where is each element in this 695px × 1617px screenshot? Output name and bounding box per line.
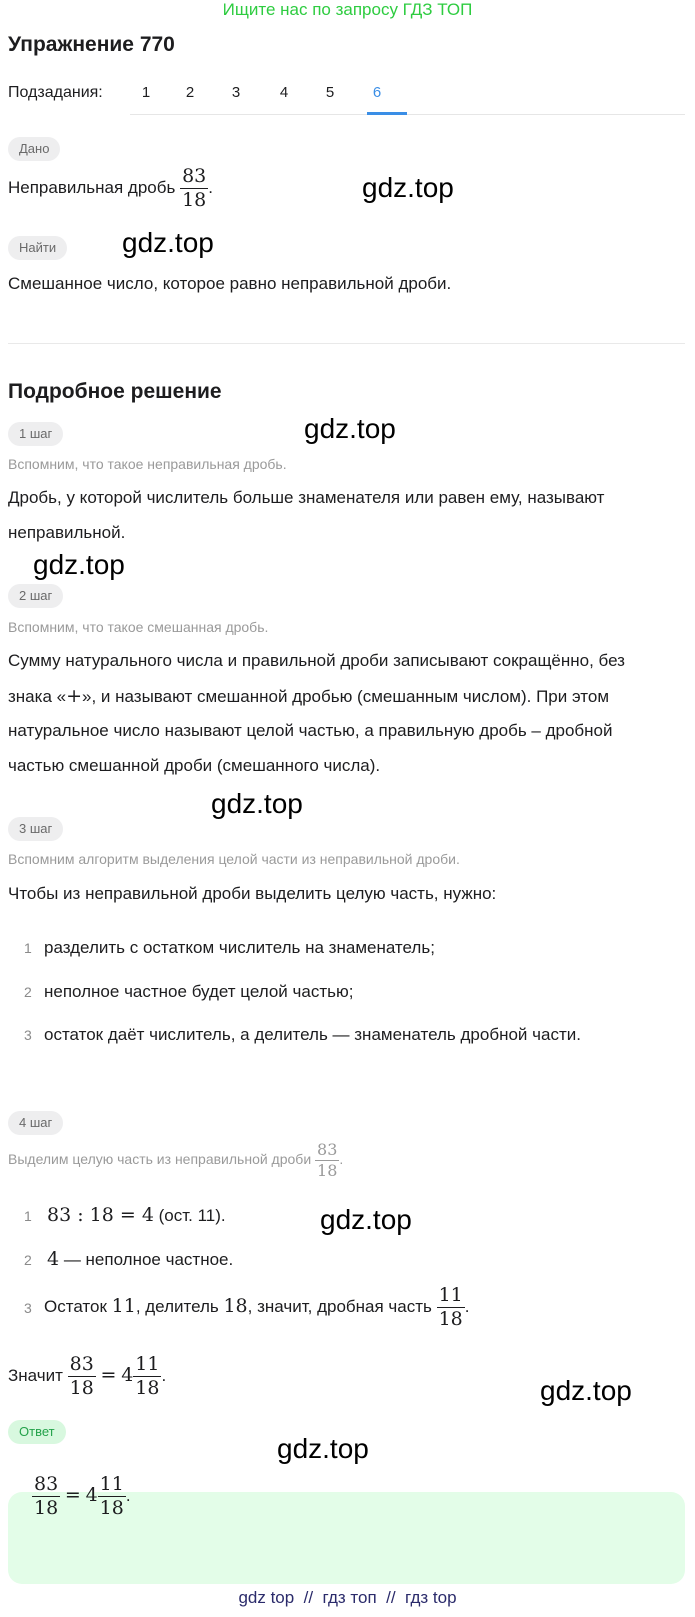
- active-tab-indicator: [367, 112, 407, 115]
- fraction-denominator: 18: [182, 189, 207, 212]
- step-2-line-3: натуральное число называют целой частью, а правильную дробь – дробной: [8, 721, 613, 740]
- tab-subtask-5[interactable]: 5: [325, 84, 335, 101]
- step-1-chip: 1 шаг: [8, 422, 63, 446]
- step-3-intro: Чтобы из неправильной дроби выделить целую часть, нужно:: [8, 884, 497, 903]
- fraction-denominator: 18: [317, 1160, 338, 1180]
- step-3-hint: Вспомним алгоритм выделения целой части из неправильной дроби.: [8, 851, 460, 867]
- find-text: Смешанное число, которое равно неправильной дроби.: [8, 274, 452, 293]
- list-number: 2: [24, 984, 32, 1000]
- answer-expression: $\frac{83}{18}$ = 4 $\frac{11}{18}$ .: [34, 1473, 131, 1520]
- given-fraction: [180, 166, 208, 211]
- list-item: [47, 1248, 233, 1270]
- text-part: », и называют смешанной дробью (смешанным числом). При этом: [82, 687, 610, 706]
- watermark: gdz.top: [122, 227, 214, 258]
- fraction-denominator: 18: [135, 1377, 160, 1400]
- fraction-numerator: 11: [135, 1353, 160, 1376]
- whole-part: 4: [85, 1484, 98, 1506]
- fraction: [133, 1354, 161, 1399]
- fraction-denominator: 18: [69, 1377, 94, 1400]
- fraction-numerator: 11: [438, 1284, 463, 1307]
- math-expression: 83 : 18 = 4: [47, 1204, 154, 1226]
- fraction-numerator: 83: [34, 1473, 59, 1496]
- text-part: , делитель: [135, 1297, 224, 1316]
- fraction-denominator: 18: [99, 1497, 124, 1520]
- tab-subtask-1[interactable]: 1: [141, 84, 151, 101]
- plus-sign: +: [66, 685, 83, 707]
- find-chip: Найти: [8, 236, 67, 260]
- step-2-hint: Вспомним, что такое смешанная дробь.: [8, 619, 269, 635]
- step-1-line-2: неправильной.: [8, 523, 126, 542]
- text-part: (ост. 11).: [153, 1206, 226, 1225]
- step-2-line-2: [8, 678, 609, 715]
- watermark: gdz.top: [540, 1375, 632, 1406]
- footer-links[interactable]: gdz top // гдз топ // гдз top: [238, 1588, 457, 1607]
- page-title: Упражнение 770: [8, 33, 175, 56]
- list-item: [47, 1204, 226, 1226]
- math-number: 18: [223, 1295, 248, 1317]
- step-1-hint: Вспомним, что такое неправильная дробь.: [8, 456, 287, 472]
- fraction-numerator: 83: [317, 1140, 338, 1160]
- tabs-divider: [130, 114, 685, 115]
- step-2-line-4: частью смешанной дроби (смешанного числа).: [8, 756, 381, 775]
- fraction-numerator: 11: [99, 1473, 124, 1496]
- tab-subtask-2[interactable]: 2: [185, 84, 195, 101]
- tab-subtask-6[interactable]: 6: [372, 84, 382, 101]
- list-item: неполное частное будет целой частью;: [44, 982, 354, 1001]
- hint-text: Выделим целую часть из неправильной дроби: [8, 1151, 312, 1167]
- list-item: остаток даёт числитель, а делитель — знаменатель дробной части.: [44, 1025, 581, 1044]
- text-part: знака «: [8, 687, 67, 706]
- tab-subtask-3[interactable]: 3: [231, 84, 241, 101]
- watermark: gdz.top: [304, 413, 396, 444]
- given-text: [8, 166, 213, 211]
- step-1-line-1: Дробь, у которой числитель больше знаменателя или равен ему, называют: [8, 488, 605, 507]
- text-part: — неполное частное.: [59, 1250, 234, 1269]
- math-expression: 4: [47, 1248, 60, 1270]
- given-chip: Дано: [8, 137, 60, 161]
- equals-sign: =: [100, 1364, 117, 1386]
- tab-subtask-4[interactable]: 4: [279, 84, 289, 101]
- step-4-hint: Выделим целую часть из неправильной дроби $\frac{83}{18}$ .: [8, 1140, 344, 1180]
- fraction: [68, 1354, 96, 1399]
- conclusion-word: Значит: [8, 1366, 63, 1385]
- text-part: , значит, дробная часть: [247, 1297, 437, 1316]
- fraction-denominator: 18: [34, 1497, 59, 1520]
- math-number: 11: [111, 1295, 136, 1317]
- list-item: Остаток 11, делитель 18, значит, дробная часть $\frac{11}{18}$ .: [44, 1284, 470, 1331]
- fraction-numerator: 83: [182, 165, 207, 188]
- fraction-numerator: 83: [69, 1353, 94, 1376]
- list-item: разделить с остатком числитель на знаменатель;: [44, 938, 435, 957]
- list-number: 3: [24, 1027, 32, 1043]
- watermark: gdz.top: [211, 788, 303, 819]
- watermark: gdz.top: [320, 1204, 412, 1235]
- conclusion: Значит $\frac{83}{18}$ = 4 $\frac{11}{18}$ .: [8, 1353, 167, 1400]
- solution-title: Подробное решение: [8, 380, 222, 403]
- section-divider: [8, 343, 685, 344]
- given-dot: .: [208, 178, 213, 197]
- fraction: [98, 1474, 126, 1519]
- watermark: gdz.top: [33, 549, 125, 580]
- whole-part: 4: [121, 1364, 134, 1386]
- list-number: 1: [24, 940, 32, 956]
- subtasks-label: Подзадания:: [8, 84, 103, 101]
- watermark: gdz.top: [362, 172, 454, 203]
- search-banner[interactable]: Ищите нас по запросу ГДЗ ТОП: [222, 0, 473, 19]
- fraction-denominator: 18: [438, 1308, 463, 1331]
- list-number: 3: [24, 1300, 32, 1316]
- step-2-line-1: Сумму натурального числа и правильной дроби записывают сокращённо, без: [8, 651, 625, 670]
- list-number: 1: [24, 1208, 32, 1224]
- step-2-chip: 2 шаг: [8, 584, 63, 608]
- fraction: [32, 1474, 60, 1519]
- given-label: Неправильная дробь: [8, 178, 176, 197]
- answer-chip: Ответ: [8, 1420, 66, 1444]
- list-number: 2: [24, 1252, 32, 1268]
- watermark: gdz.top: [277, 1433, 369, 1464]
- step-4-chip: 4 шаг: [8, 1111, 63, 1135]
- hint-fraction: [315, 1141, 339, 1179]
- fraction: [437, 1285, 465, 1330]
- equals-sign: =: [64, 1484, 81, 1506]
- step-3-chip: 3 шаг: [8, 817, 63, 841]
- text-part: Остаток: [44, 1297, 112, 1316]
